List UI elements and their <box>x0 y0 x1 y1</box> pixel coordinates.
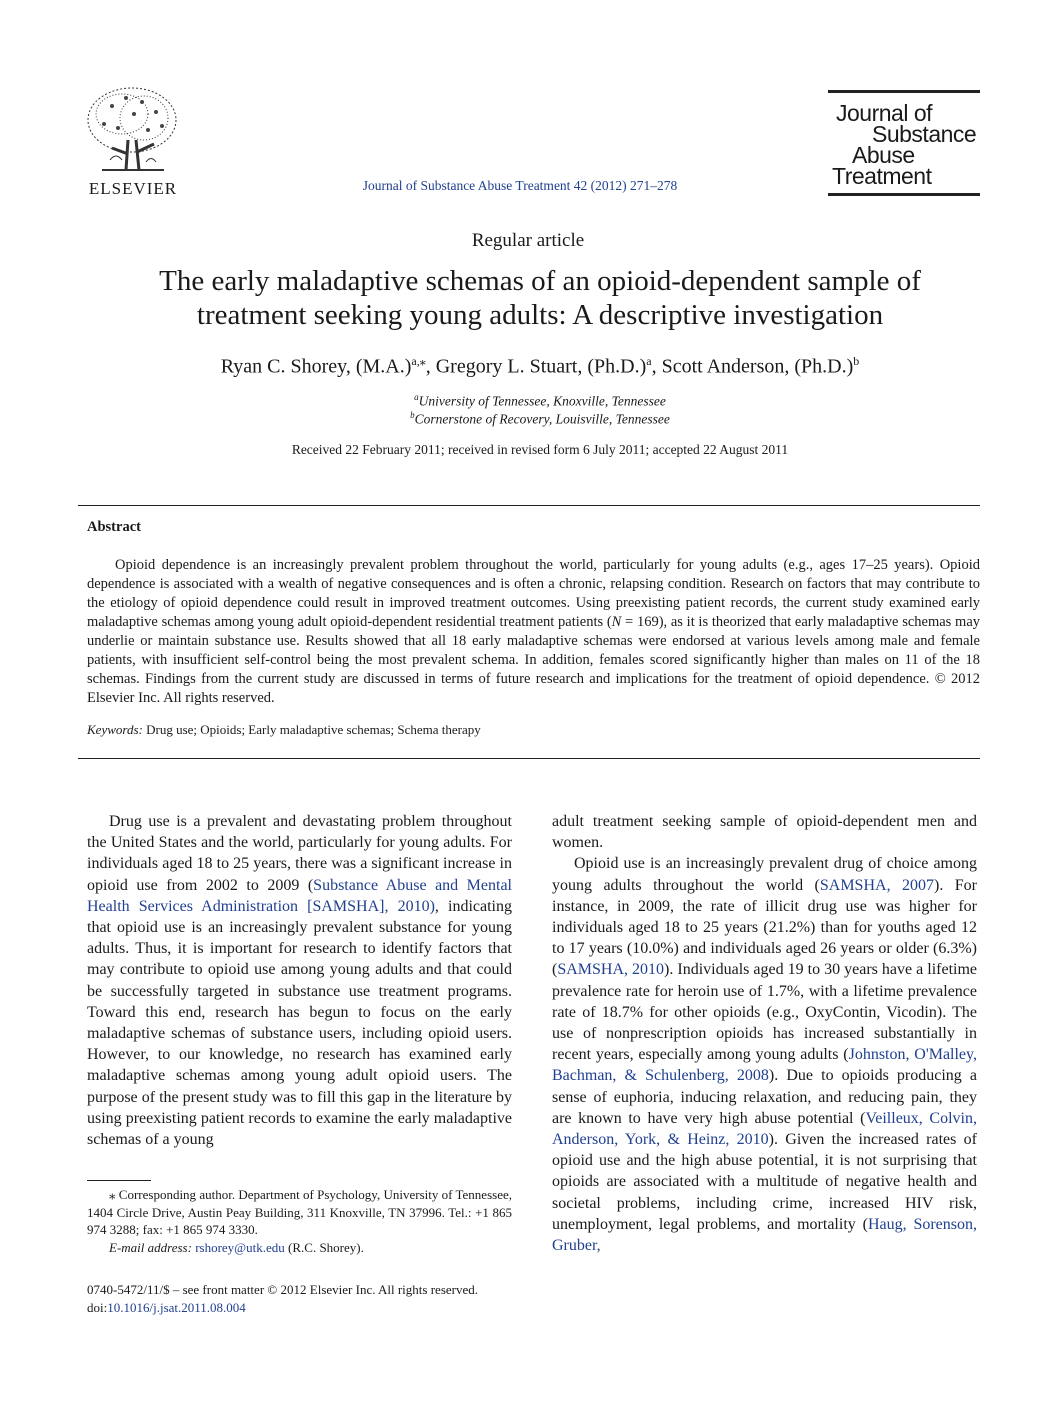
doi-line <box>87 1299 527 1317</box>
email-link[interactable]: rshorey@utk.edu <box>195 1239 285 1255</box>
affiliation-mark: b <box>410 410 415 420</box>
body-text: ). Given the increased rates of opioid use and the high abuse potential, it is not surprising that opioids are associated with a multitude of negative health and societal problems, including crime, increased HIV risk, unemployment, legal problems, and mortality ( <box>552 1131 977 1233</box>
doi-prefix: doi: <box>87 1299 108 1315</box>
citation-link[interactable]: Substance Abuse and Mental Health Services Administration [SAMSHA], 2010) <box>87 876 513 915</box>
affiliation-text: Cornerstone of Recovery, Louisville, Tennessee <box>414 411 670 427</box>
journal-logo-line: Journal of <box>836 100 933 126</box>
body-text: Opioid use is an increasingly prevalent drug of choice among young adults throughout the world ( <box>552 855 977 894</box>
journal-logo-line: Substance <box>872 121 977 147</box>
doi-link[interactable]: 10.1016/j.jsat.2011.08.004 <box>107 1299 246 1315</box>
affiliation <box>100 410 980 428</box>
title-line: The early maladaptive schemas of an opioid-dependent sample of <box>159 265 921 297</box>
body-text: Drug use is a prevalent and devastating problem throughout the United States and the world, particularly for young adults. For individuals aged 18 to 25 years, there was a significant increase in opioid use from 2002 to 2009 ( <box>87 813 512 894</box>
body-text: ). Due to opioids producing a sense of euphoria, inducing relaxation, and reducing pain, they are known to have very high abuse potential ( <box>552 1067 977 1127</box>
email-line <box>87 1239 512 1257</box>
divider <box>78 505 980 506</box>
journal-logo-line: Treatment <box>832 163 932 189</box>
divider <box>78 758 980 759</box>
email-label: E-mail address: <box>109 1239 192 1255</box>
abstract-text <box>87 556 980 708</box>
imprint <box>87 1281 527 1316</box>
author-affiliation-mark[interactable]: a,⁎ <box>411 354 426 368</box>
article-type: Regular article <box>471 230 585 251</box>
body-column-left <box>87 811 512 1150</box>
keywords-list: Drug use; Opioids; Early maladaptive schemas; Schema therapy <box>142 722 481 737</box>
keywords-label: Keywords: <box>87 722 143 737</box>
title-line: treatment seeking young adults: A descriptive investigation <box>196 299 884 331</box>
publisher-name: ELSEVIER <box>88 179 178 198</box>
publisher-logo <box>78 84 188 198</box>
citation-link[interactable]: Veilleux, Colvin, Anderson, York, & Heinz, 2010 <box>552 1109 977 1149</box>
article-title <box>100 264 980 332</box>
abstract-part: = 169), as it is theorized that early maladaptive schemas may underlie or maintain substance use. Results showed that all 18 early maladaptive schemas were endorsed at various levels among male and female patients, with insufficient self-control being the most prevalent schema. In addition, females scored significantly higher than males on 11 of the 18 schemas. Findings from the current study are discussed in terms of future research and implications for the treatment of opioid dependence. © 2012 Elsevier Inc. All rights reserved. <box>87 614 981 706</box>
keywords <box>87 722 980 738</box>
footnote-rule <box>87 1180 151 1181</box>
abstract-part: Opioid dependence is an increasingly prevalent problem throughout the world, particularly for young adults (e.g., ages 17–25 years). Opioid dependence is associated with a wealth of negative consequences and is often a chronic, relapsing condition. Research on factors that may contribute to the etiology of opioid dependence could result in improved treatment outcomes. Using preexisting patient records, the current study examined early maladaptive schemas among young adult opioid-dependent residential treatment patients ( <box>87 557 980 630</box>
front-matter-line: 0740-5472/11/$ – see front matter © 2012 Elsevier Inc. All rights reserved. <box>87 1282 478 1297</box>
body-text: ). Individuals aged 19 to 30 years have a lifetime prevalence rate for heroin use of 1.7%, with a lifetime prevalence rate of 18.7% for other opioids (e.g., OxyContin, Vicodin). The use of nonprescription opioids has increased substantially in recent years, especially among young adults ( <box>552 961 978 1064</box>
citation-link[interactable]: SAMSHA, 2010 <box>557 961 665 979</box>
journal-reference[interactable]: Journal of Substance Abuse Treatment 42 (2012) 271–278 <box>362 178 678 193</box>
author-affiliation-mark[interactable]: a <box>646 354 652 368</box>
corresponding-author-note: ⁎ Corresponding author. Department of Psychology, University of Tennessee, 1404 Circle Drive, Austin Peay Building, 311 Knoxville, TN 37996. Tel.: +1 865 974 3288; fax: +1 865 974 3330. <box>87 1187 512 1237</box>
citation-link[interactable]: Haug, Sorenson, Gruber, <box>552 1215 977 1255</box>
affiliation <box>100 392 980 410</box>
received-dates: Received 22 February 2011; received in revised form 6 July 2011; accepted 22 August 2011 <box>291 442 789 457</box>
author-affiliation-mark[interactable]: b <box>853 354 860 368</box>
author-name: , Scott Anderson, (Ph.D.) <box>651 355 854 378</box>
body-paragraph <box>552 853 977 1256</box>
affiliation-text: University of Tennessee, Knoxville, Tennessee <box>418 393 666 409</box>
journal-logo <box>828 90 980 196</box>
body-paragraph <box>87 811 512 1150</box>
body-column-right <box>552 811 977 1256</box>
citation-link[interactable]: SAMSHA, 2007 <box>819 876 935 894</box>
elsevier-tree-icon <box>82 84 182 176</box>
author-list <box>100 354 980 379</box>
author-name: Ryan C. Shorey, (M.A.) <box>220 355 412 378</box>
body-text: ). For instance, in 2009, the rate of illicit drug use was higher for individuals aged 18 to 25 years (21.2%) than for youths aged 12 to 17 years (10.0%) and individuals aged 26 years or older (6.3%) ( <box>552 876 978 979</box>
footnote <box>87 1186 512 1256</box>
email-suffix: (R.C. Shorey). <box>284 1239 364 1255</box>
journal-logo-line: Abuse <box>852 142 915 168</box>
body-text: , indicating that opioid use is an increasingly prevalent substance for young adults. Thus, it is important for research to identify factors that may contribute to opioid use among young adults and that could be successfully targeted in substance use treatment programs. Toward this end, research has begun to focus on the early maladaptive schemas of substance users, including opioid users. However, to our knowledge, no research has examined early maladaptive schemas among young adult opioid users. The purpose of the present study was to fill this gap in the literature by using preexisting patient records to examine the early maladaptive schemas of a young <box>87 897 513 1149</box>
author-name: , Gregory L. Stuart, (Ph.D.) <box>425 355 647 378</box>
affiliation-mark: a <box>414 392 419 402</box>
abstract-heading: Abstract <box>87 519 141 535</box>
abstract-n-symbol: N <box>611 614 622 630</box>
body-paragraph: adult treatment seeking sample of opioid-dependent men and women. <box>552 813 977 852</box>
citation-link[interactable]: Johnston, O'Malley, Bachman, & Schulenberg, 2008 <box>552 1046 977 1085</box>
